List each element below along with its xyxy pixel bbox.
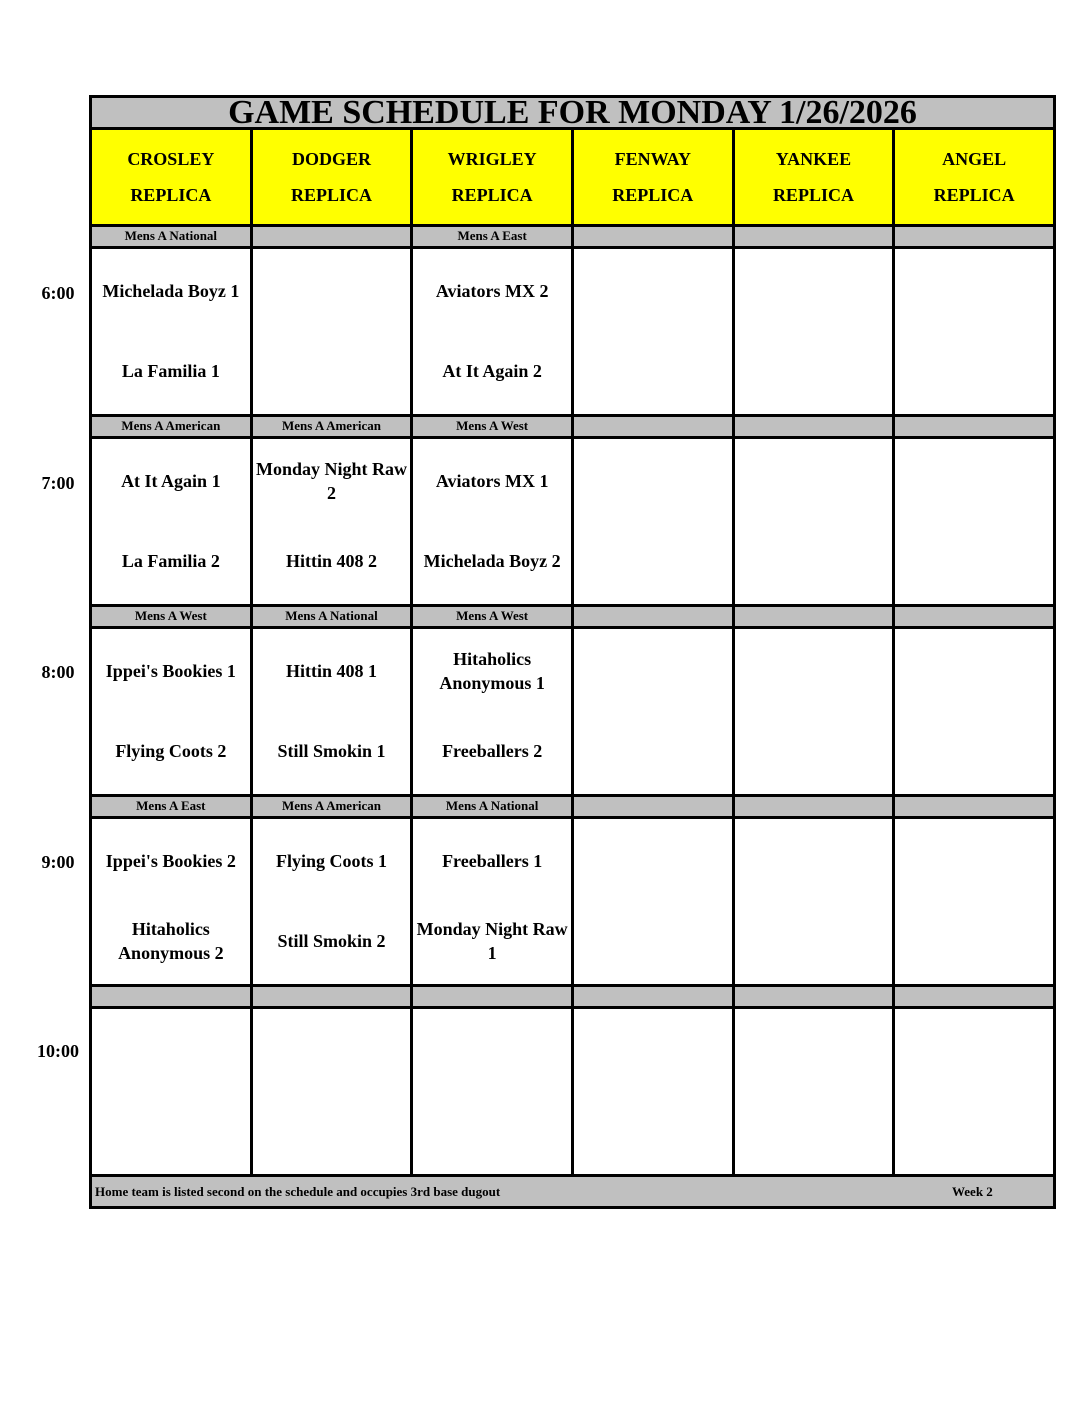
division-label <box>91 985 252 1007</box>
home-slot <box>253 1091 411 1171</box>
division-label: Mens A National <box>251 605 412 627</box>
game-cell <box>412 627 573 795</box>
field-type: REPLICA <box>772 185 854 206</box>
home-slot <box>92 331 250 411</box>
home-slot <box>574 711 732 791</box>
division-label <box>412 985 573 1007</box>
away-slot <box>735 631 893 711</box>
division-label <box>733 795 894 817</box>
field-header-wrigley <box>412 129 573 226</box>
home-slot <box>895 711 1053 791</box>
away-team: Hitaholics Anonymous 1 <box>439 649 545 694</box>
field-name: ANGEL <box>942 149 1007 170</box>
home-slot <box>895 901 1053 981</box>
week-label: Week 2 <box>952 1183 993 1199</box>
game-cell <box>894 627 1055 795</box>
game-cell <box>91 627 252 795</box>
game-cell <box>251 817 412 985</box>
time-label: 10:00 <box>37 1041 79 1061</box>
division-label <box>733 985 894 1007</box>
home-slot <box>413 331 571 411</box>
away-slot <box>253 821 411 901</box>
field-header-dodger <box>251 129 412 226</box>
home-team: Monday Night Raw 1 <box>416 919 568 964</box>
home-slot <box>92 711 250 791</box>
away-team: Aviators MX 2 <box>435 281 549 302</box>
division-label: Mens A National <box>91 226 252 248</box>
game-cell <box>572 817 733 985</box>
schedule-body <box>91 97 1055 1208</box>
game-row <box>91 1007 1055 1175</box>
division-label: Mens A East <box>412 226 573 248</box>
away-team: Ippei's Bookies 1 <box>105 661 236 682</box>
away-slot <box>413 1011 571 1091</box>
home-slot <box>895 331 1053 411</box>
field-header-angel <box>894 129 1055 226</box>
away-slot <box>92 821 250 901</box>
away-slot <box>895 441 1053 521</box>
division-label <box>251 226 412 248</box>
division-label <box>733 605 894 627</box>
game-cell <box>251 627 412 795</box>
division-label <box>572 226 733 248</box>
division-label <box>733 416 894 438</box>
home-slot <box>413 521 571 601</box>
home-slot <box>574 521 732 601</box>
home-slot <box>574 331 732 411</box>
home-slot <box>92 1091 250 1171</box>
game-cell <box>733 247 894 415</box>
field-name: DODGER <box>291 149 371 170</box>
away-team: Ippei's Bookies 2 <box>105 851 236 872</box>
home-team: Hitaholics Anonymous 2 <box>118 919 224 964</box>
division-label <box>894 416 1055 438</box>
game-cell <box>412 247 573 415</box>
home-team: At It Again 2 <box>442 361 542 382</box>
game-cell <box>91 1007 252 1175</box>
away-slot <box>92 251 250 331</box>
away-team: Flying Coots 1 <box>275 851 387 872</box>
field-name: WRIGLEY <box>447 149 537 170</box>
home-team: Still Smokin 1 <box>277 741 386 762</box>
field-header-row <box>91 129 1055 226</box>
field-type: REPLICA <box>130 185 212 206</box>
time-label: 9:00 <box>41 852 75 872</box>
away-slot <box>735 441 893 521</box>
time-label: 6:00 <box>41 283 75 303</box>
home-team-note: Home team is listed second on the schedule and occupies 3rd base dugout <box>95 1183 501 1199</box>
field-header-crosley <box>91 129 252 226</box>
home-slot <box>413 711 571 791</box>
game-cell <box>894 817 1055 985</box>
home-slot <box>413 1091 571 1171</box>
division-label <box>251 985 412 1007</box>
game-cell <box>733 627 894 795</box>
away-slot <box>253 1011 411 1091</box>
game-cell <box>572 247 733 415</box>
field-type: REPLICA <box>290 185 372 206</box>
away-team: At It Again 1 <box>121 471 221 492</box>
away-slot <box>895 1011 1053 1091</box>
away-slot <box>413 441 571 521</box>
field-type: REPLICA <box>933 185 1015 206</box>
away-slot <box>413 631 571 711</box>
division-label: Mens A American <box>91 416 252 438</box>
away-team: Aviators MX 1 <box>435 471 549 492</box>
away-slot <box>574 1011 732 1091</box>
game-row <box>91 247 1055 415</box>
away-slot <box>735 821 893 901</box>
field-type: REPLICA <box>451 185 533 206</box>
division-label <box>572 605 733 627</box>
away-slot <box>574 631 732 711</box>
game-row <box>91 817 1055 985</box>
away-team: Michelada Boyz 1 <box>102 281 240 302</box>
game-cell <box>91 247 252 415</box>
home-slot <box>735 711 893 791</box>
game-cell <box>572 437 733 605</box>
away-slot <box>92 441 250 521</box>
away-slot <box>413 821 571 901</box>
game-cell <box>251 1007 412 1175</box>
division-label: Mens A West <box>91 605 252 627</box>
time-label: 8:00 <box>41 662 75 682</box>
away-slot <box>413 251 571 331</box>
away-slot <box>574 251 732 331</box>
division-label: Mens A East <box>91 795 252 817</box>
home-team: Hittin 408 2 <box>285 551 377 572</box>
home-slot <box>735 1091 893 1171</box>
home-team: La Familia 2 <box>121 551 220 572</box>
game-cell <box>733 437 894 605</box>
away-slot <box>253 251 411 331</box>
division-label <box>894 605 1055 627</box>
game-cell <box>412 437 573 605</box>
footer <box>91 1175 1055 1207</box>
game-cell <box>894 1007 1055 1175</box>
division-row <box>91 605 1055 627</box>
home-slot <box>92 521 250 601</box>
field-name: CROSLEY <box>127 149 215 170</box>
field-name: YANKEE <box>775 149 852 170</box>
division-label <box>894 226 1055 248</box>
away-team: Monday Night Raw 2 <box>255 459 407 504</box>
away-slot <box>895 821 1053 901</box>
home-slot <box>574 1091 732 1171</box>
away-slot <box>895 631 1053 711</box>
division-label: Mens A American <box>251 416 412 438</box>
division-label: Mens A National <box>412 795 573 817</box>
game-cell <box>733 817 894 985</box>
game-row <box>91 627 1055 795</box>
away-slot <box>92 1011 250 1091</box>
away-slot <box>895 251 1053 331</box>
time-label: 7:00 <box>41 473 75 493</box>
game-row <box>91 437 1055 605</box>
away-slot <box>574 821 732 901</box>
home-slot <box>92 901 250 981</box>
home-slot <box>253 711 411 791</box>
away-slot <box>92 631 250 711</box>
division-label: Mens A West <box>412 605 573 627</box>
home-slot <box>413 901 571 981</box>
division-label <box>733 226 894 248</box>
away-team: Hittin 408 1 <box>285 661 377 682</box>
home-team: Michelada Boyz 2 <box>423 551 561 572</box>
away-slot <box>735 1011 893 1091</box>
game-cell <box>894 247 1055 415</box>
home-team: Still Smokin 2 <box>277 931 386 952</box>
schedule-table <box>89 95 1056 1209</box>
field-header-fenway <box>572 129 733 226</box>
away-slot <box>253 631 411 711</box>
division-row <box>91 226 1055 248</box>
field-type: REPLICA <box>612 185 694 206</box>
page-title: GAME SCHEDULE FOR MONDAY 1/26/2026 <box>91 97 1055 129</box>
division-label <box>572 795 733 817</box>
home-slot <box>735 521 893 601</box>
home-slot <box>253 331 411 411</box>
away-slot <box>574 441 732 521</box>
home-slot <box>735 331 893 411</box>
home-slot <box>895 1091 1053 1171</box>
away-slot <box>253 441 411 521</box>
away-slot <box>735 251 893 331</box>
home-slot <box>735 901 893 981</box>
game-cell <box>251 247 412 415</box>
home-slot <box>895 521 1053 601</box>
game-cell <box>91 817 252 985</box>
home-slot <box>253 901 411 981</box>
division-label <box>572 416 733 438</box>
game-cell <box>412 817 573 985</box>
home-slot <box>574 901 732 981</box>
game-cell <box>412 1007 573 1175</box>
home-team: Freeballers 2 <box>442 741 543 762</box>
away-team: Freeballers 1 <box>442 851 543 872</box>
division-row <box>91 985 1055 1007</box>
home-team: Flying Coots 2 <box>115 741 227 762</box>
division-label <box>572 985 733 1007</box>
division-label <box>894 795 1055 817</box>
title-row <box>91 97 1055 129</box>
division-row <box>91 795 1055 817</box>
game-cell <box>572 627 733 795</box>
division-label: Mens A West <box>412 416 573 438</box>
footer-row <box>91 1175 1055 1207</box>
game-cell <box>251 437 412 605</box>
game-cell <box>894 437 1055 605</box>
division-label: Mens A American <box>251 795 412 817</box>
field-name: FENWAY <box>614 149 691 170</box>
game-cell <box>733 1007 894 1175</box>
home-team: La Familia 1 <box>121 361 220 382</box>
home-slot <box>253 521 411 601</box>
division-row <box>91 416 1055 438</box>
game-cell <box>91 437 252 605</box>
game-cell <box>572 1007 733 1175</box>
division-label <box>894 985 1055 1007</box>
field-header-yankee <box>733 129 894 226</box>
